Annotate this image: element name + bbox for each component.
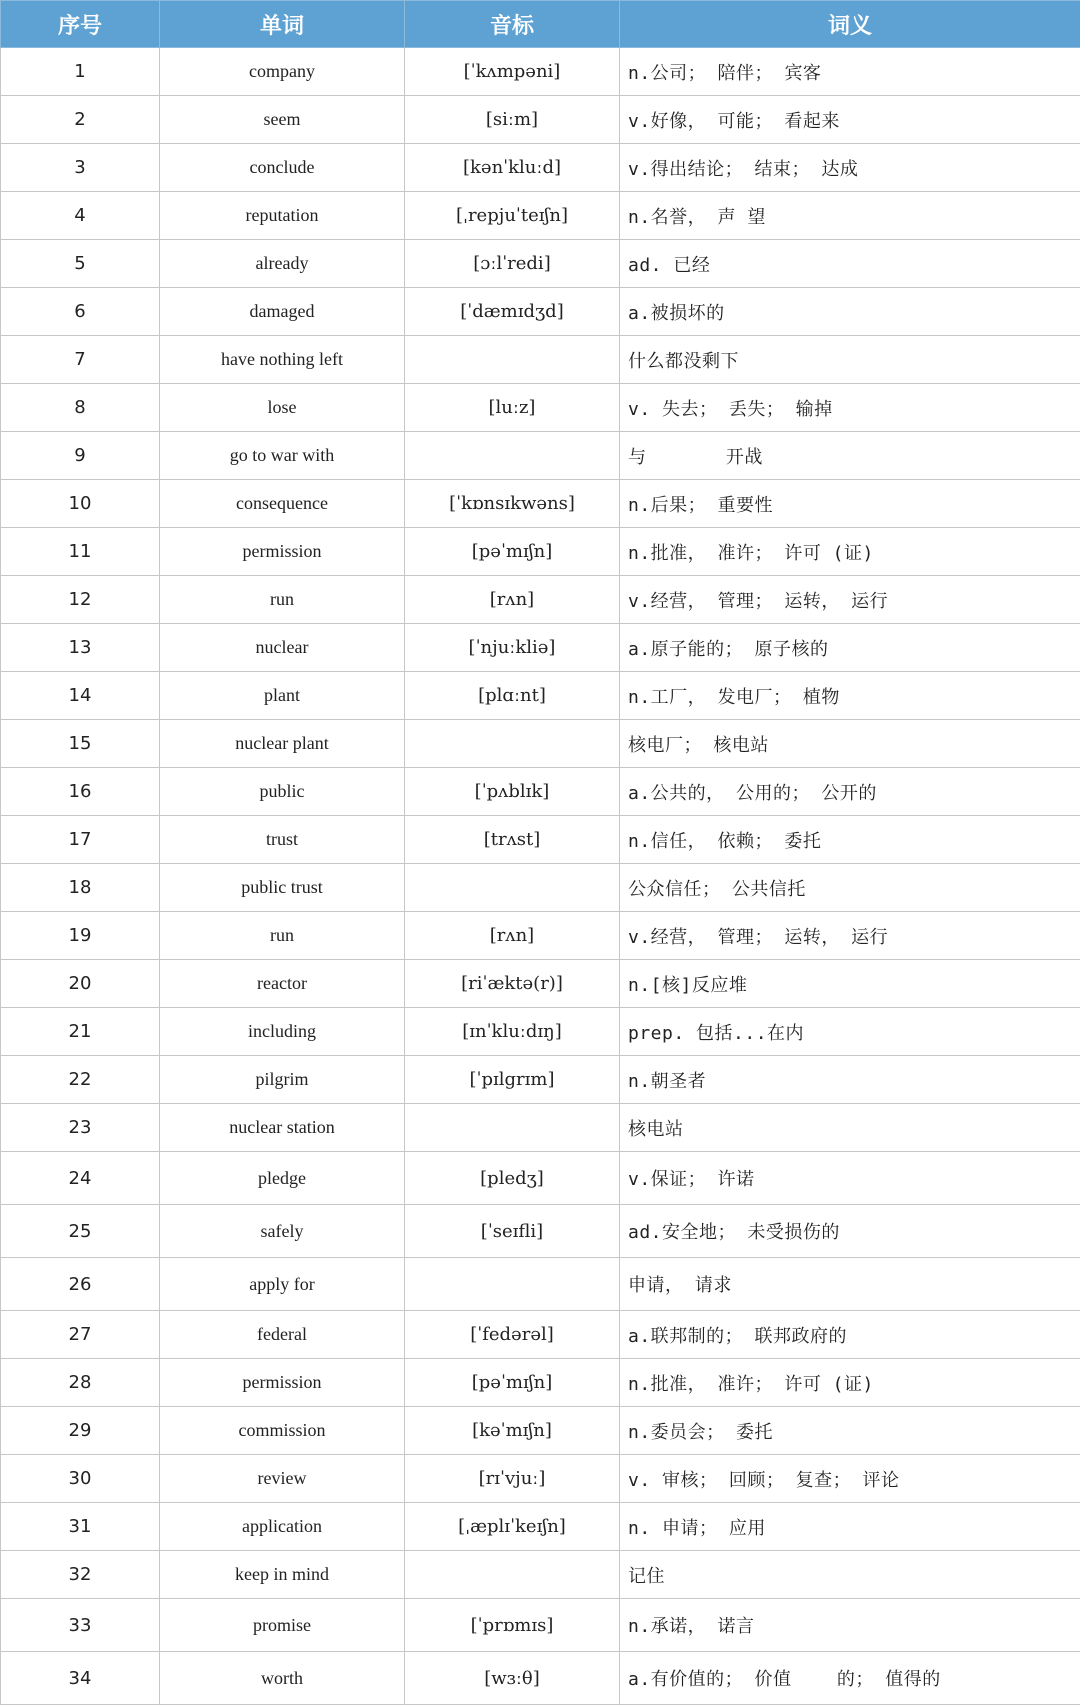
row-definition: 核电站 [620,1104,1080,1152]
row-word: seem [160,96,405,144]
row-number: 32 [1,1551,160,1599]
table-row [1,1205,1080,1258]
row-number: 33 [1,1599,160,1652]
row-definition: n.工厂， 发电厂； 植物 [620,672,1080,720]
table-row [1,960,1080,1008]
row-definition: 记住 [620,1551,1080,1599]
row-word: permission [160,528,405,576]
row-word: run [160,576,405,624]
row-phonetic: [ˈkʌmpəni] [405,48,620,96]
row-phonetic: [luːz] [405,384,620,432]
table-header-row [1,1,1080,48]
row-phonetic: [rɪˈvjuː] [405,1455,620,1503]
row-word: nuclear plant [160,720,405,768]
row-definition: ad.安全地； 未受损伤的 [620,1205,1080,1258]
row-number: 2 [1,96,160,144]
row-word: apply for [160,1258,405,1311]
row-phonetic: [kəˈmɪʃn] [405,1407,620,1455]
row-phonetic: [ɪnˈkluːdɪŋ] [405,1008,620,1056]
row-number: 15 [1,720,160,768]
row-number: 20 [1,960,160,1008]
row-word: trust [160,816,405,864]
table-row [1,1104,1080,1152]
table-row [1,1311,1080,1359]
row-word: permission [160,1359,405,1407]
row-phonetic: [riˈæktə(r)] [405,960,620,1008]
row-number: 5 [1,240,160,288]
row-word: pledge [160,1152,405,1205]
row-definition: v. 审核； 回顾； 复查； 评论 [620,1455,1080,1503]
table-row [1,48,1080,96]
table-row [1,1008,1080,1056]
row-number: 12 [1,576,160,624]
row-phonetic: [plɑːnt] [405,672,620,720]
row-number: 21 [1,1008,160,1056]
row-number: 3 [1,144,160,192]
row-phonetic: [ˈnjuːkliə] [405,624,620,672]
row-number: 34 [1,1652,160,1705]
row-word: promise [160,1599,405,1652]
row-word: federal [160,1311,405,1359]
row-word: reputation [160,192,405,240]
row-number: 17 [1,816,160,864]
row-definition: n.信任， 依赖； 委托 [620,816,1080,864]
table-row [1,1407,1080,1455]
row-word: already [160,240,405,288]
table-row [1,1599,1080,1652]
header-number: 序号 [1,1,160,48]
row-phonetic: [wɜːθ] [405,1652,620,1705]
row-word: plant [160,672,405,720]
row-number: 28 [1,1359,160,1407]
row-word: lose [160,384,405,432]
row-phonetic [405,1258,620,1311]
row-number: 30 [1,1455,160,1503]
row-word: consequence [160,480,405,528]
row-phonetic: [ˌæplɪˈkeɪʃn] [405,1503,620,1551]
row-word: including [160,1008,405,1056]
header-word: 单词 [160,1,405,48]
row-definition: a.原子能的； 原子核的 [620,624,1080,672]
row-phonetic [405,1104,620,1152]
row-phonetic: [ˌrepjuˈteɪʃn] [405,192,620,240]
table-row [1,1258,1080,1311]
row-phonetic: [rʌn] [405,912,620,960]
row-number: 27 [1,1311,160,1359]
table-row [1,432,1080,480]
row-number: 19 [1,912,160,960]
table-row [1,720,1080,768]
row-number: 25 [1,1205,160,1258]
table-row [1,240,1080,288]
row-word: go to war with [160,432,405,480]
table-row [1,576,1080,624]
row-phonetic [405,720,620,768]
row-definition: n. 申请； 应用 [620,1503,1080,1551]
row-word: pilgrim [160,1056,405,1104]
row-phonetic: [ɔːlˈredi] [405,240,620,288]
row-word: commission [160,1407,405,1455]
row-phonetic: [ˈpɪlgrɪm] [405,1056,620,1104]
row-number: 1 [1,48,160,96]
row-number: 13 [1,624,160,672]
row-number: 14 [1,672,160,720]
row-definition: 核电厂； 核电站 [620,720,1080,768]
row-word: worth [160,1652,405,1705]
row-word: company [160,48,405,96]
row-word: run [160,912,405,960]
row-phonetic: [ˈfedərəl] [405,1311,620,1359]
row-definition: 公众信任； 公共信托 [620,864,1080,912]
table-row [1,288,1080,336]
table-row [1,1503,1080,1551]
row-definition: n.批准， 准许； 许可 (证) [620,528,1080,576]
row-number: 4 [1,192,160,240]
row-phonetic: [pəˈmɪʃn] [405,528,620,576]
row-definition: v. 失去； 丢失； 输掉 [620,384,1080,432]
row-number: 26 [1,1258,160,1311]
row-definition: a.联邦制的； 联邦政府的 [620,1311,1080,1359]
row-definition: 什么都没剩下 [620,336,1080,384]
row-phonetic: [ˈkɒnsɪkwəns] [405,480,620,528]
row-word: review [160,1455,405,1503]
row-number: 6 [1,288,160,336]
row-word: safely [160,1205,405,1258]
row-definition: a.有价值的； 价值 的； 值得的 [620,1652,1080,1705]
row-definition: 申请， 请求 [620,1258,1080,1311]
row-definition: prep. 包括...在内 [620,1008,1080,1056]
row-phonetic: [ˈpʌblɪk] [405,768,620,816]
row-word: nuclear [160,624,405,672]
row-word: public [160,768,405,816]
table-row [1,144,1080,192]
row-phonetic: [pəˈmɪʃn] [405,1359,620,1407]
row-word: keep in mind [160,1551,405,1599]
row-number: 10 [1,480,160,528]
row-number: 31 [1,1503,160,1551]
table-row [1,816,1080,864]
table-row [1,1056,1080,1104]
table-row [1,768,1080,816]
row-phonetic [405,432,620,480]
table-row [1,384,1080,432]
table-row [1,1455,1080,1503]
row-definition: a.被损坏的 [620,288,1080,336]
row-definition: v.经营， 管理； 运转， 运行 [620,912,1080,960]
row-definition: n.公司； 陪伴； 宾客 [620,48,1080,96]
row-phonetic: [ˈdæmɪdʒd] [405,288,620,336]
row-phonetic: [siːm] [405,96,620,144]
table-row [1,672,1080,720]
row-number: 18 [1,864,160,912]
row-phonetic: [trʌst] [405,816,620,864]
row-definition: a.公共的， 公用的； 公开的 [620,768,1080,816]
row-definition: n.委员会； 委托 [620,1407,1080,1455]
row-definition: ad. 已经 [620,240,1080,288]
table-row [1,1152,1080,1205]
row-phonetic: [kənˈkluːd] [405,144,620,192]
row-definition: v.经营， 管理； 运转， 运行 [620,576,1080,624]
row-definition: n.批准， 准许； 许可 (证) [620,1359,1080,1407]
row-definition: v.保证； 许诺 [620,1152,1080,1205]
row-phonetic [405,1551,620,1599]
row-definition: n.朝圣者 [620,1056,1080,1104]
table-row [1,528,1080,576]
row-definition: n.[核]反应堆 [620,960,1080,1008]
row-definition: n.名誉， 声 望 [620,192,1080,240]
row-word: nuclear station [160,1104,405,1152]
table-row [1,912,1080,960]
row-phonetic: [pledʒ] [405,1152,620,1205]
table-row [1,96,1080,144]
header-phonetic: 音标 [405,1,620,48]
table-row [1,480,1080,528]
row-number: 24 [1,1152,160,1205]
row-phonetic [405,864,620,912]
row-number: 16 [1,768,160,816]
row-word: damaged [160,288,405,336]
row-number: 29 [1,1407,160,1455]
table-row [1,336,1080,384]
row-word: application [160,1503,405,1551]
row-phonetic [405,336,620,384]
row-definition: v.好像， 可能； 看起来 [620,96,1080,144]
row-definition: 与 开战 [620,432,1080,480]
row-number: 9 [1,432,160,480]
row-word: have nothing left [160,336,405,384]
row-word: reactor [160,960,405,1008]
row-definition: n.后果； 重要性 [620,480,1080,528]
row-phonetic: [ˈprɒmɪs] [405,1599,620,1652]
row-number: 23 [1,1104,160,1152]
row-definition: v.得出结论； 结束； 达成 [620,144,1080,192]
table-row [1,624,1080,672]
row-number: 11 [1,528,160,576]
row-word: conclude [160,144,405,192]
table-row [1,1551,1080,1599]
row-number: 7 [1,336,160,384]
header-definition: 词义 [620,1,1080,48]
row-word: public trust [160,864,405,912]
row-number: 8 [1,384,160,432]
table-row [1,192,1080,240]
table-row [1,864,1080,912]
row-number: 22 [1,1056,160,1104]
table-row [1,1652,1080,1705]
row-definition: n.承诺， 诺言 [620,1599,1080,1652]
row-phonetic: [ˈseɪfli] [405,1205,620,1258]
table-row [1,1359,1080,1407]
row-phonetic: [rʌn] [405,576,620,624]
